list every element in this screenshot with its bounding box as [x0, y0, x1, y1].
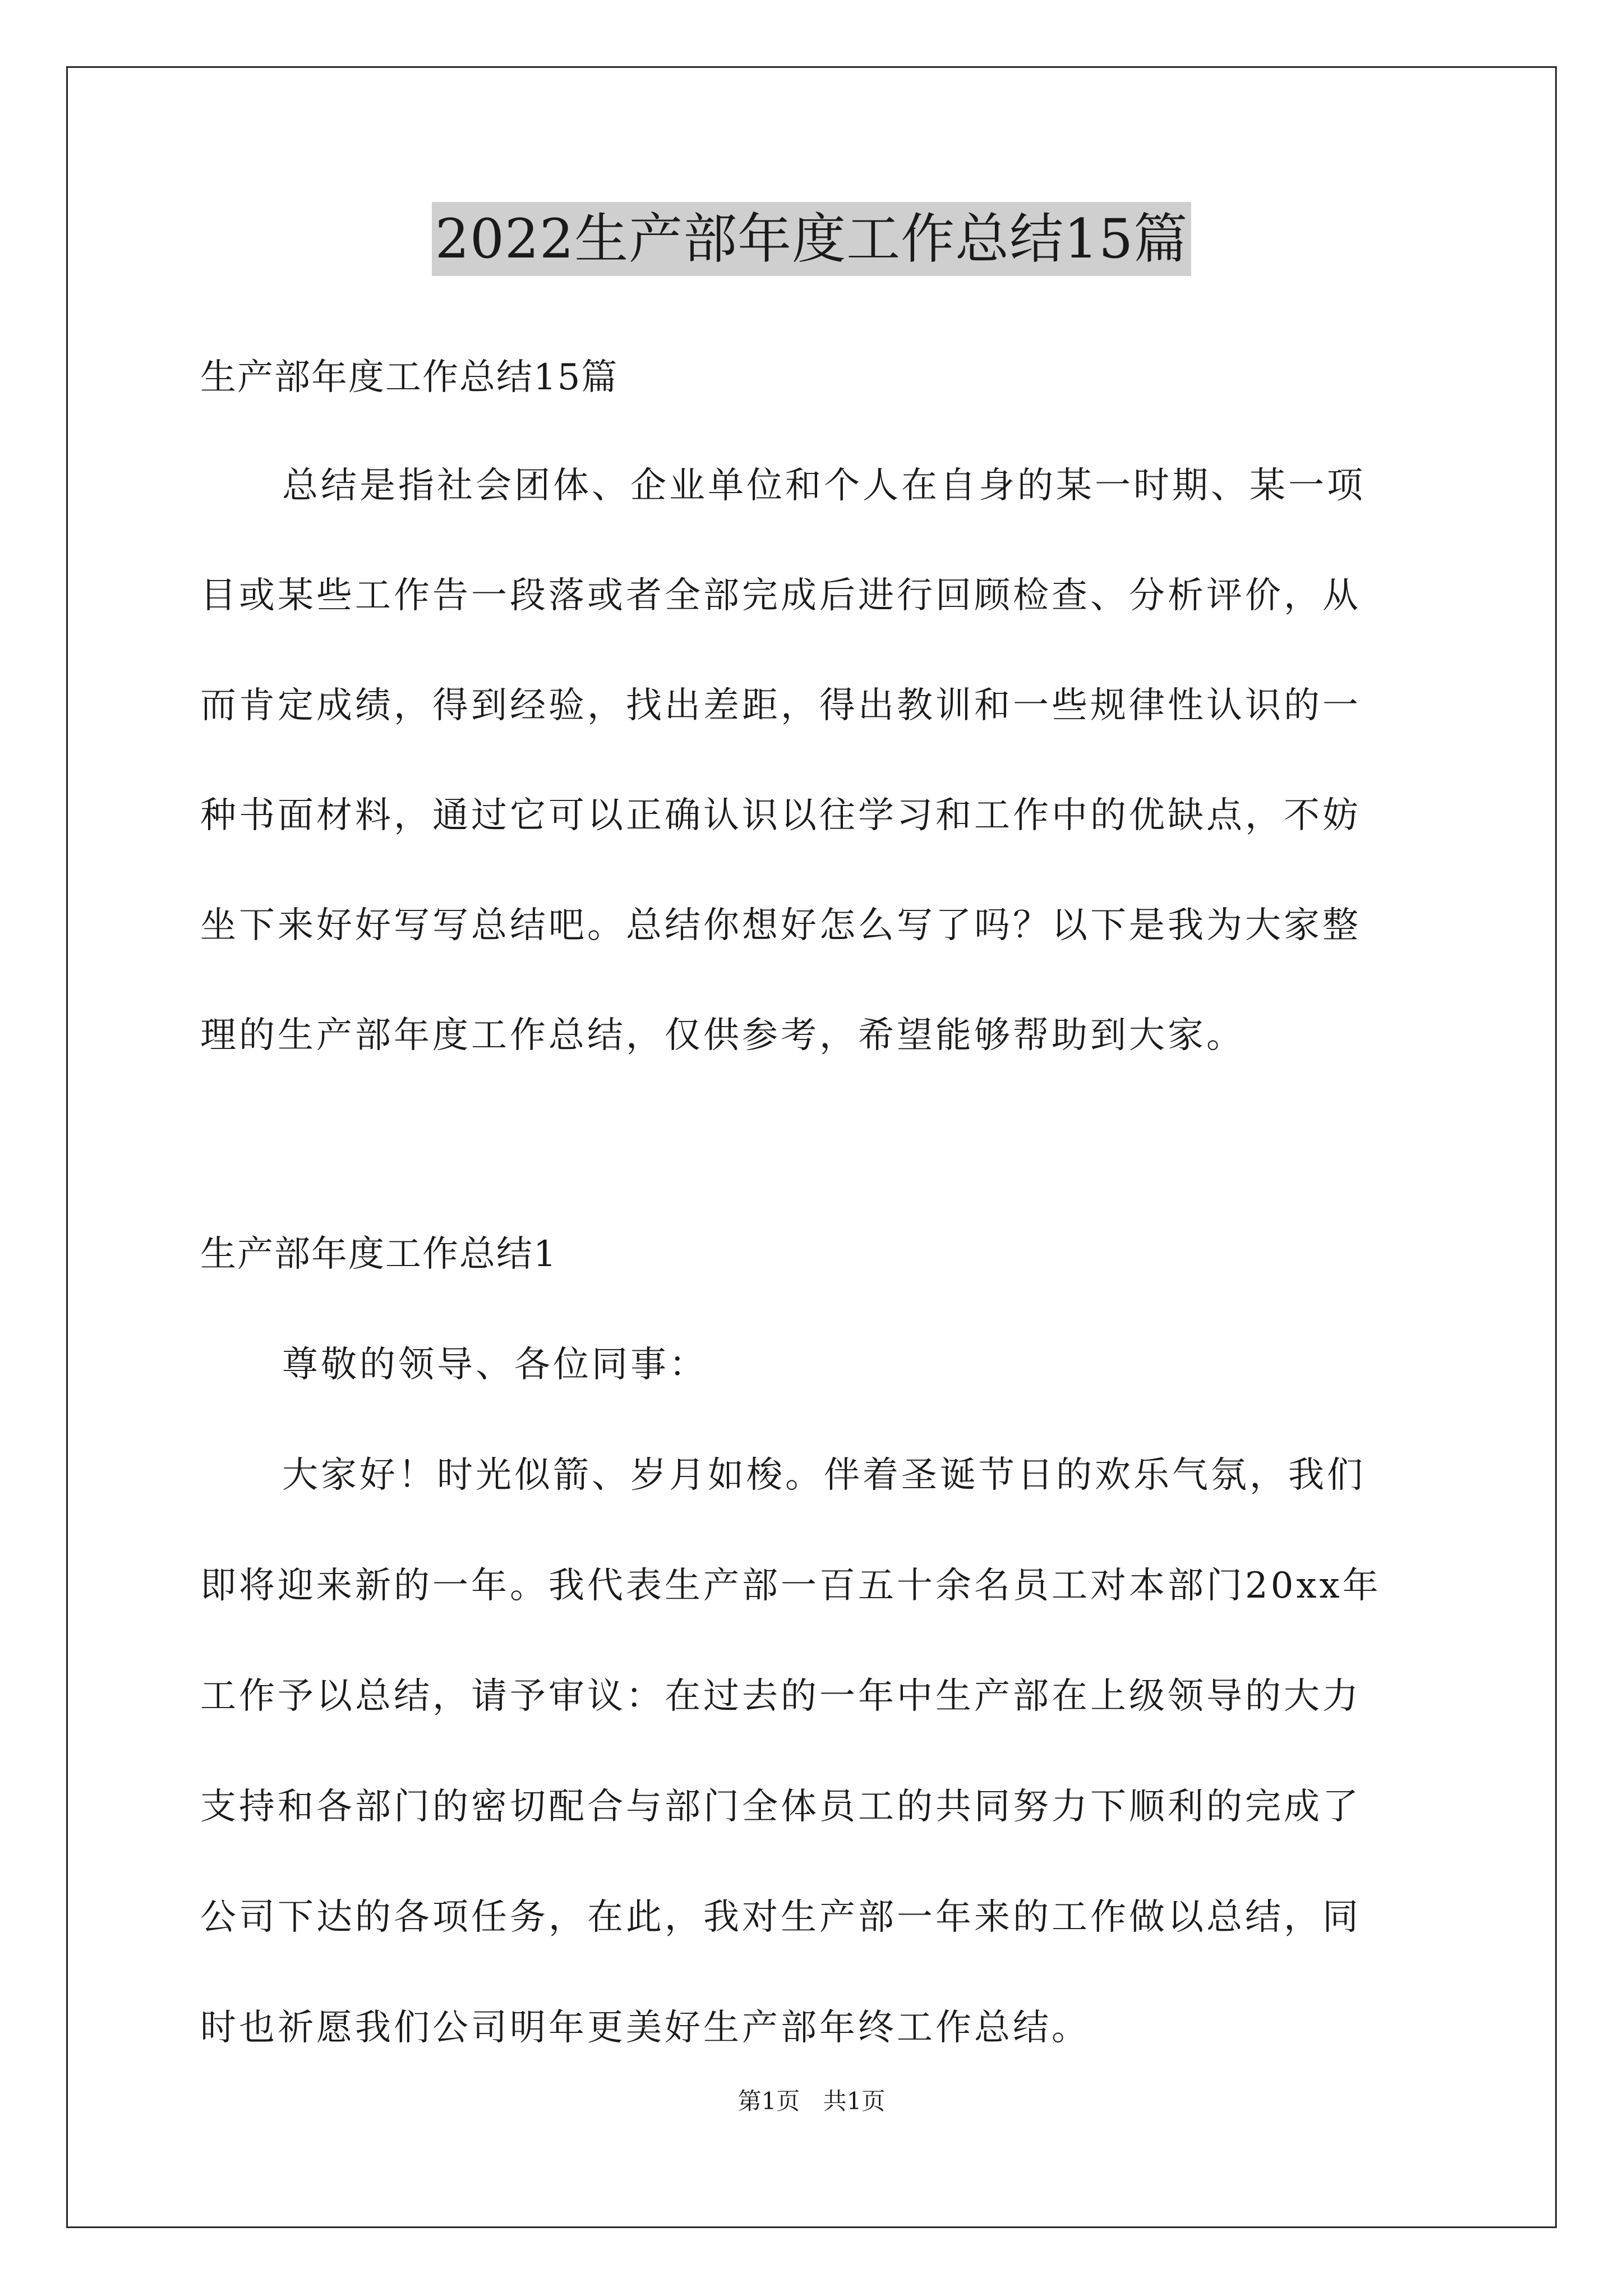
page-number: 第1页	[737, 2087, 800, 2115]
body-line: 公司下达的各项任务，在此，我对生产部一年来的工作做以总结，同	[200, 1897, 1361, 1938]
document-title	[0, 202, 1623, 276]
body-line: 时也祈愿我们公司明年更美好生产部年终工作总结。	[200, 2007, 1090, 2049]
intro-line: 理的生产部年度工作总结，仅供参考，希望能够帮助到大家。	[200, 1015, 1245, 1056]
intro-line: 而肯定成绩，得到经验，找出差距，得出教训和一些规律性认识的一	[200, 685, 1361, 726]
salutation: 尊敬的领导、各位同事：	[282, 1344, 708, 1386]
intro-line: 总结是指社会团体、企业单位和个人在自身的某一时期、某一项	[282, 465, 1366, 507]
body-line: 即将迎来新的一年。我代表生产部一百五十余名员工对本部门20xx年	[200, 1565, 1381, 1607]
page-total: 共1页	[823, 2087, 886, 2115]
page-footer	[0, 2086, 1623, 2117]
intro-line: 坐下来好好写写总结吧。总结你想好怎么写了吗？以下是我为大家整	[200, 905, 1361, 946]
intro-line: 种书面材料，通过它可以正确认识以往学习和工作中的优缺点，不妨	[200, 795, 1361, 836]
document-title-text: 2022生产部年度工作总结15篇	[432, 202, 1191, 276]
body-line: 支持和各部门的密切配合与部门全体员工的共同努力下顺利的完成了	[200, 1786, 1361, 1828]
body-line: 大家好！时光似箭、岁月如梭。伴着圣诞节日的欢乐气氛，我们	[282, 1455, 1366, 1496]
intro-line: 目或某些工作告一段落或者全部完成后进行回顾检查、分析评价，从	[200, 575, 1361, 616]
subtitle: 生产部年度工作总结15篇	[200, 357, 619, 398]
section-heading: 生产部年度工作总结1	[200, 1234, 557, 1275]
body-line: 工作予以总结，请予审议：在过去的一年中生产部在上级领导的大力	[200, 1676, 1361, 1717]
